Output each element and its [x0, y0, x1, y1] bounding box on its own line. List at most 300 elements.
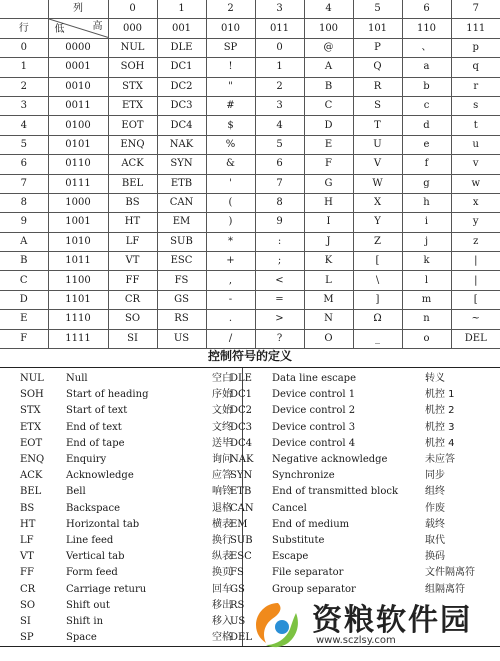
code-cell: ~ — [451, 310, 500, 329]
code-cell: ENQ — [108, 135, 157, 154]
control-english: Form feed — [66, 567, 118, 579]
row-bits: 0000 — [48, 38, 108, 57]
code-cell: CAN — [157, 193, 206, 212]
control-chinese: 换码 — [425, 551, 445, 563]
control-symbols-title: 控制符号的定义 — [207, 349, 292, 363]
control-chinese: 文始 — [212, 405, 232, 417]
control-abbr: CR — [20, 583, 36, 595]
code-cell: g — [402, 174, 451, 193]
control-definition-row — [0, 452, 500, 468]
code-cell: EM — [157, 213, 206, 232]
control-abbr: DLE — [230, 373, 252, 384]
row-bits: 0011 — [48, 96, 108, 115]
code-cell: " — [206, 77, 255, 96]
table-row — [0, 232, 500, 251]
control-chinese: 转义 — [425, 373, 445, 384]
control-chinese: 询问 — [212, 454, 232, 465]
col-bits-2: 010 — [206, 19, 255, 38]
code-cell: v — [451, 155, 500, 174]
control-abbr: DC2 — [230, 405, 253, 417]
code-cell: US — [157, 329, 206, 348]
code-cell: # — [206, 96, 255, 115]
table-row — [0, 290, 500, 309]
control-english: Negative acknowledge — [272, 454, 388, 465]
row-number: A — [0, 232, 48, 251]
control-abbr: EOT — [20, 437, 43, 449]
code-cell: C — [304, 96, 353, 115]
code-cell: L — [304, 271, 353, 290]
code-cell: U — [353, 135, 402, 154]
code-cell: = — [255, 290, 304, 309]
control-abbr: BEL — [20, 486, 42, 498]
row-number: F — [0, 329, 48, 348]
col-bits-0: 000 — [108, 19, 157, 38]
control-abbr: FF — [20, 567, 34, 579]
code-cell: SOH — [108, 58, 157, 77]
control-english: Cancel — [272, 502, 307, 514]
control-english: Device control 4 — [272, 437, 356, 449]
table-row — [0, 174, 500, 193]
control-definition-row — [0, 436, 500, 452]
code-cell: _ — [353, 329, 402, 348]
code-cell: E — [304, 135, 353, 154]
code-cell: SO — [108, 310, 157, 329]
control-chinese: 回车 — [212, 583, 232, 595]
code-cell: % — [206, 135, 255, 154]
control-abbr: FS — [230, 567, 244, 579]
code-cell: LF — [108, 232, 157, 251]
code-cell: : — [255, 232, 304, 251]
row-number: 8 — [0, 193, 48, 212]
row-number: 3 — [0, 96, 48, 115]
control-abbr: SO — [20, 599, 36, 611]
col-bits-3: 011 — [255, 19, 304, 38]
code-cell: f — [402, 155, 451, 174]
row-bits: 1101 — [48, 290, 108, 309]
control-english: Device control 1 — [272, 389, 356, 401]
code-cell: l — [402, 271, 451, 290]
row-number: B — [0, 252, 48, 271]
col-bits-4: 100 — [304, 19, 353, 38]
control-abbr: NAK — [230, 454, 254, 465]
control-chinese: 横表 — [212, 518, 232, 530]
code-cell: 6 — [255, 155, 304, 174]
code-cell: R — [353, 77, 402, 96]
control-abbr: US — [230, 616, 246, 627]
code-cell: h — [402, 193, 451, 212]
code-cell: BEL — [108, 174, 157, 193]
row-bits: 1010 — [48, 232, 108, 251]
control-english: Backspace — [66, 502, 120, 514]
code-cell: HT — [108, 213, 157, 232]
code-cell: 0 — [255, 38, 304, 57]
col-number-5: 5 — [353, 0, 402, 19]
row-bits: 0110 — [48, 155, 108, 174]
code-cell: 1 — [255, 58, 304, 77]
control-english: Line feed — [66, 535, 114, 546]
row-number: 4 — [0, 116, 48, 135]
control-english: Device control 3 — [272, 421, 356, 433]
control-english: Shift out — [66, 599, 110, 611]
code-cell: z — [451, 232, 500, 251]
control-chinese: 取代 — [425, 535, 445, 546]
control-english: End of medium — [272, 518, 350, 530]
control-english: Group separator — [272, 583, 356, 595]
code-cell: SP — [206, 38, 255, 57]
header-high: 高 — [92, 21, 103, 33]
control-chinese: 同步 — [425, 470, 445, 482]
code-cell: 9 — [255, 213, 304, 232]
table-row — [0, 329, 500, 348]
code-cell: o — [402, 329, 451, 348]
code-cell: / — [206, 329, 255, 348]
control-chinese: 移出 — [212, 599, 232, 611]
control-english: Escape — [272, 551, 309, 563]
control-abbr: LF — [20, 535, 34, 546]
control-english: Null — [66, 373, 88, 384]
code-cell: 8 — [255, 193, 304, 212]
code-cell: VT — [108, 252, 157, 271]
code-cell: NUL — [108, 38, 157, 57]
code-cell: A — [304, 58, 353, 77]
row-bits: 0001 — [48, 58, 108, 77]
table-header-row-numbers — [0, 0, 500, 19]
control-abbr: SOH — [20, 389, 44, 401]
code-cell: 、 — [402, 38, 451, 57]
table-header-row-bits — [0, 19, 500, 38]
code-cell: ETB — [157, 174, 206, 193]
code-cell: J — [304, 232, 353, 251]
code-cell: , — [206, 271, 255, 290]
control-chinese: 机控 1 — [425, 389, 455, 401]
control-chinese: 退格 — [212, 502, 232, 514]
row-number: D — [0, 290, 48, 309]
code-cell: q — [451, 58, 500, 77]
row-bits: 0100 — [48, 116, 108, 135]
code-cell: EOT — [108, 116, 157, 135]
watermark — [252, 593, 492, 653]
control-chinese: 移入 — [212, 616, 232, 627]
control-abbr: ENQ — [20, 454, 45, 465]
code-cell: M — [304, 290, 353, 309]
header-diagonal-cell — [48, 19, 108, 38]
code-cell: DEL — [451, 329, 500, 348]
code-cell: 5 — [255, 135, 304, 154]
code-cell: x — [451, 193, 500, 212]
code-cell: * — [206, 232, 255, 251]
code-cell: b — [402, 77, 451, 96]
control-abbr: HT — [20, 518, 36, 530]
code-cell: ? — [255, 329, 304, 348]
code-cell: T — [353, 116, 402, 135]
code-cell: - — [206, 290, 255, 309]
control-chinese: 未应答 — [425, 454, 455, 465]
control-english: Bell — [66, 486, 86, 498]
control-english: Substitute — [272, 535, 325, 546]
header-col-label: 列 — [48, 0, 108, 19]
code-cell: 3 — [255, 96, 304, 115]
control-chinese: 换页 — [212, 567, 232, 579]
control-abbr: ETX — [20, 421, 42, 433]
watermark-brand-text: 资粮软件园 — [312, 603, 472, 638]
code-cell: n — [402, 310, 451, 329]
control-english: End of transmitted block — [272, 486, 399, 498]
header-low: 低 — [54, 23, 65, 35]
code-cell: DC1 — [157, 58, 206, 77]
code-cell: V — [353, 155, 402, 174]
control-english: Synchronize — [272, 470, 335, 482]
code-cell: DLE — [157, 38, 206, 57]
code-cell: RS — [157, 310, 206, 329]
control-chinese: 空白 — [212, 373, 232, 384]
control-english: Shift in — [66, 616, 104, 627]
control-english: Data line escape — [272, 373, 357, 384]
control-abbr: EM — [230, 518, 248, 530]
code-cell: + — [206, 252, 255, 271]
table-row — [0, 77, 500, 96]
col-bits-6: 110 — [402, 19, 451, 38]
control-chinese: 组终 — [425, 486, 445, 498]
code-cell: DC2 — [157, 77, 206, 96]
code-cell: y — [451, 213, 500, 232]
control-abbr: VT — [20, 551, 34, 563]
control-definition-row — [0, 549, 500, 565]
control-abbr: BS — [20, 502, 35, 514]
control-chinese: 作废 — [425, 502, 445, 514]
code-cell: & — [206, 155, 255, 174]
col-number-0: 0 — [108, 0, 157, 19]
control-abbr: SUB — [230, 535, 253, 546]
code-cell: 2 — [255, 77, 304, 96]
col-number-4: 4 — [304, 0, 353, 19]
control-definition-row — [0, 484, 500, 500]
control-english: File separator — [272, 567, 344, 579]
table-row — [0, 96, 500, 115]
control-abbr: SP — [20, 632, 34, 644]
code-cell: Q — [353, 58, 402, 77]
table-row — [0, 58, 500, 77]
control-definition-row — [0, 565, 500, 581]
row-number: E — [0, 310, 48, 329]
code-cell: K — [304, 252, 353, 271]
code-cell: Z — [353, 232, 402, 251]
row-bits: 1000 — [48, 193, 108, 212]
code-cell: DC3 — [157, 96, 206, 115]
control-chinese: 应答 — [212, 470, 232, 482]
code-cell: ] — [353, 290, 402, 309]
row-number: 7 — [0, 174, 48, 193]
code-cell: @ — [304, 38, 353, 57]
table-row — [0, 271, 500, 290]
control-abbr: SI — [20, 616, 31, 627]
row-number: 1 — [0, 58, 48, 77]
control-abbr: DEL — [230, 632, 252, 644]
code-cell: NAK — [157, 135, 206, 154]
control-definition-row — [0, 371, 500, 387]
col-number-1: 1 — [157, 0, 206, 19]
code-cell: CR — [108, 290, 157, 309]
control-abbr: RS — [230, 599, 245, 611]
control-abbr: DC3 — [230, 421, 253, 433]
code-cell: Ω — [353, 310, 402, 329]
code-cell: H — [304, 193, 353, 212]
brand-logo-icon — [252, 599, 304, 651]
code-cell: SYN — [157, 155, 206, 174]
code-cell: \ — [353, 271, 402, 290]
control-abbr: SYN — [230, 470, 253, 482]
control-abbr: ACK — [20, 470, 43, 482]
table-row — [0, 155, 500, 174]
col-number-3: 3 — [255, 0, 304, 19]
code-cell: SUB — [157, 232, 206, 251]
control-chinese: 机控 4 — [425, 437, 455, 449]
table-row — [0, 213, 500, 232]
code-cell: Y — [353, 213, 402, 232]
code-cell: $ — [206, 116, 255, 135]
control-chinese: 序始 — [212, 389, 232, 401]
control-abbr: STX — [20, 405, 41, 417]
code-cell: ETX — [108, 96, 157, 115]
code-cell: s — [451, 96, 500, 115]
control-chinese: 文终 — [212, 421, 232, 433]
code-cell: k — [402, 252, 451, 271]
table-row — [0, 310, 500, 329]
code-cell: m — [402, 290, 451, 309]
row-bits: 0101 — [48, 135, 108, 154]
code-cell: O — [304, 329, 353, 348]
control-definition-row — [0, 468, 500, 484]
table-row — [0, 193, 500, 212]
code-cell: w — [451, 174, 500, 193]
row-bits: 1001 — [48, 213, 108, 232]
row-number: C — [0, 271, 48, 290]
code-cell: a — [402, 58, 451, 77]
code-cell: X — [353, 193, 402, 212]
code-cell: I — [304, 213, 353, 232]
code-cell: ) — [206, 213, 255, 232]
control-definition-row — [0, 501, 500, 517]
control-definition-row — [0, 420, 500, 436]
row-bits: 1011 — [48, 252, 108, 271]
control-english: Carriage returu — [66, 583, 147, 595]
code-cell: STX — [108, 77, 157, 96]
control-definition-row — [0, 517, 500, 533]
control-english: End of text — [66, 421, 122, 433]
code-cell: u — [451, 135, 500, 154]
row-bits: 0111 — [48, 174, 108, 193]
table-row — [0, 252, 500, 271]
watermark-site-text: www.sczlsy.com — [316, 635, 396, 646]
control-english: Enquiry — [66, 454, 107, 465]
control-english: Vertical tab — [66, 551, 125, 563]
col-bits-1: 001 — [157, 19, 206, 38]
control-chinese: 机控 2 — [425, 405, 455, 417]
code-cell: < — [255, 271, 304, 290]
row-number: 9 — [0, 213, 48, 232]
code-cell: p — [451, 38, 500, 57]
code-cell: D — [304, 116, 353, 135]
control-abbr: GS — [230, 583, 245, 595]
control-english: Horizontal tab — [66, 518, 140, 530]
code-cell: . — [206, 310, 255, 329]
control-definition-row — [0, 403, 500, 419]
row-number: 5 — [0, 135, 48, 154]
control-english: Start of text — [66, 405, 128, 417]
code-cell: c — [402, 96, 451, 115]
control-abbr: DC1 — [230, 389, 253, 401]
control-abbr: DC4 — [230, 437, 253, 449]
row-bits: 1110 — [48, 310, 108, 329]
code-cell: [ — [451, 290, 500, 309]
row-number: 2 — [0, 77, 48, 96]
code-cell: i — [402, 213, 451, 232]
code-cell: r — [451, 77, 500, 96]
col-number-6: 6 — [402, 0, 451, 19]
control-abbr: CAN — [230, 502, 254, 514]
row-number: 0 — [0, 38, 48, 57]
code-cell: DC4 — [157, 116, 206, 135]
code-cell: FS — [157, 271, 206, 290]
code-cell: ESC — [157, 252, 206, 271]
code-cell: ( — [206, 193, 255, 212]
code-cell: | — [451, 252, 500, 271]
control-english: Acknowledge — [66, 470, 134, 482]
col-bits-5: 101 — [353, 19, 402, 38]
control-chinese: 送毕 — [212, 437, 232, 449]
code-cell: | — [451, 271, 500, 290]
control-chinese: 空格 — [212, 632, 232, 644]
code-cell: W — [353, 174, 402, 193]
table-row — [0, 38, 500, 57]
code-cell: SI — [108, 329, 157, 348]
code-cell: ; — [255, 252, 304, 271]
code-cell: FF — [108, 271, 157, 290]
control-chinese: 组隔离符 — [425, 583, 465, 595]
code-cell: d — [402, 116, 451, 135]
col-number-2: 2 — [206, 0, 255, 19]
control-abbr: ETB — [230, 486, 252, 498]
control-english: Start of heading — [66, 389, 149, 401]
code-cell: S — [353, 96, 402, 115]
control-chinese: 换行 — [212, 535, 232, 546]
code-cell: j — [402, 232, 451, 251]
code-cell: 4 — [255, 116, 304, 135]
row-bits: 0010 — [48, 77, 108, 96]
control-english: Device control 2 — [272, 405, 356, 417]
control-chinese: 文件隔离符 — [425, 567, 475, 579]
code-cell: P — [353, 38, 402, 57]
control-english: Space — [66, 632, 97, 644]
col-bits-7: 111 — [451, 19, 500, 38]
code-cell: 7 — [255, 174, 304, 193]
row-number: 6 — [0, 155, 48, 174]
code-cell: B — [304, 77, 353, 96]
control-definition-row — [0, 533, 500, 549]
control-chinese: 纵表 — [212, 551, 232, 563]
control-chinese: 响铃 — [212, 486, 232, 498]
code-cell: ! — [206, 58, 255, 77]
code-cell: F — [304, 155, 353, 174]
code-cell: G — [304, 174, 353, 193]
code-cell: GS — [157, 290, 206, 309]
code-cell: > — [255, 310, 304, 329]
code-cell: [ — [353, 252, 402, 271]
table-row — [0, 116, 500, 135]
row-bits: 1100 — [48, 271, 108, 290]
col-number-7: 7 — [451, 0, 500, 19]
code-cell: BS — [108, 193, 157, 212]
control-abbr: NUL — [20, 373, 44, 384]
